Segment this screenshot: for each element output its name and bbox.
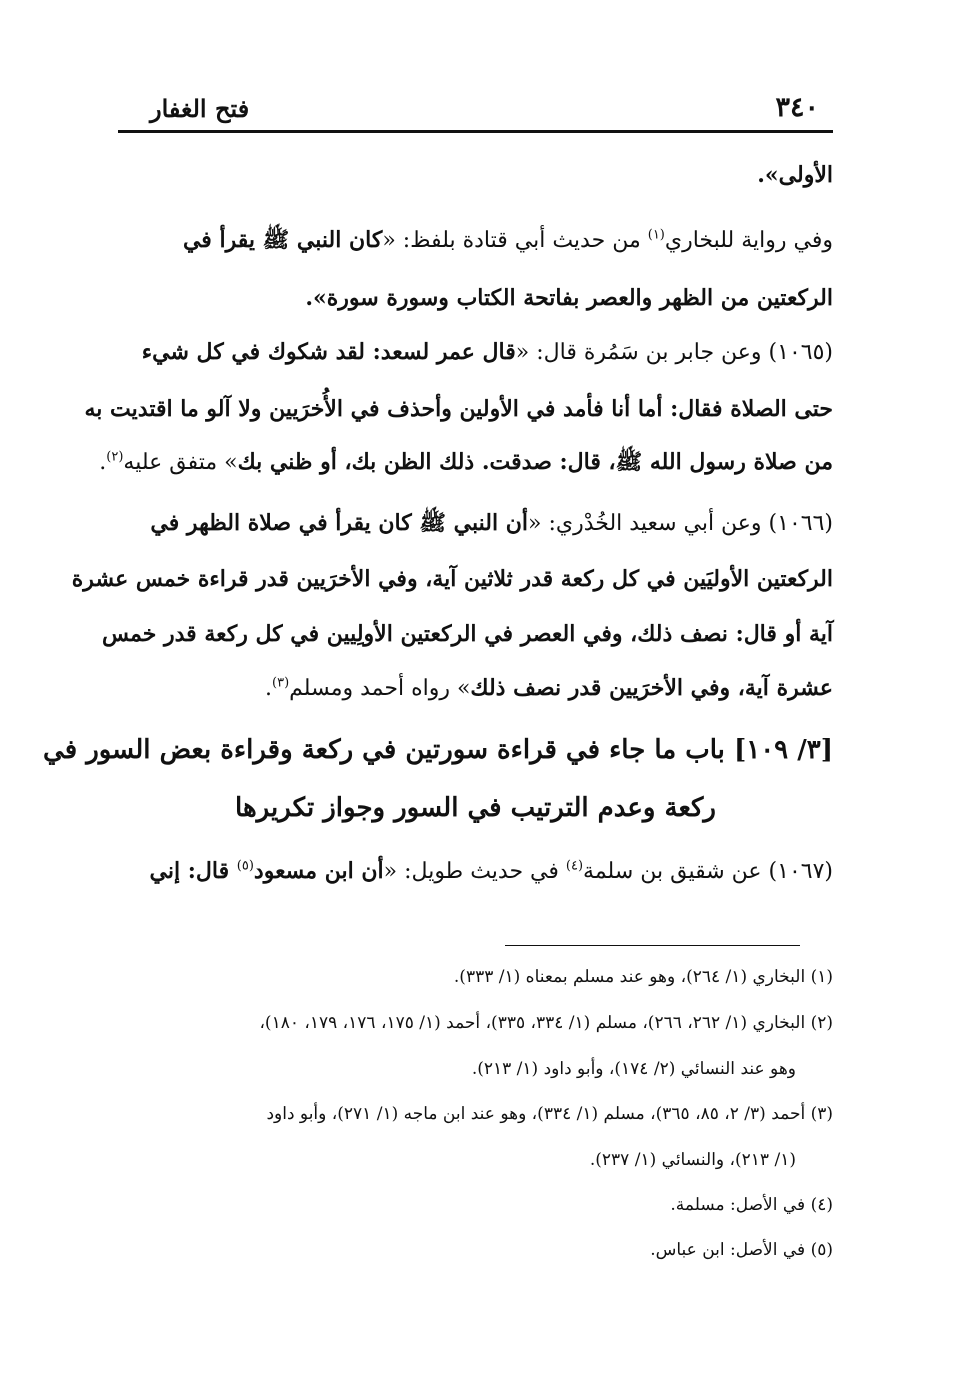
footnote-ref: (٣) — [272, 675, 290, 691]
hadith-1065: (١٠٦٥) وعن جابر بن سَمُرة قال: «قال عمر لسعد: لقد شكوك في كل شيء — [141, 339, 833, 365]
footnote-ref: (٤) — [565, 858, 584, 874]
hadith-text: قال عمر لسعد: لقد شكوك في كل شيء — [141, 339, 516, 365]
hadith-1066: (١٠٦٦) وعن أبي سعيد الخُدْري: «أن النبي ﷺ كان يقرأ في صلاة الظهر في — [150, 510, 833, 536]
footnote-2-cont: وهو عند النسائي (٢/ ١٧٤)، وأبو داود (١/ ٢١٣). — [471, 1059, 796, 1079]
text-line: وفي رواية للبخاري$^{(١)}$ من حديث أبي قتادة بلفظ: «كان النبي ﷺ يقرأ في — [182, 227, 833, 253]
footnote-3-cont: (١/ ٢١٣)، والنسائي (١/ ٢٣٧). — [589, 1150, 796, 1170]
hadith-text: أن ابن مسعود — [253, 858, 384, 884]
hadith-text: أن النبي ﷺ كان يقرأ في صلاة الظهر في — [150, 510, 528, 536]
footnote-2: (٢) البخاري (١/ ٢٦٢، ٢٦٦)، مسلم (١/ ٣٣٤، ٣٣٥)، أحمد (١/ ١٧٥، ١٧٦، ١٧٩، ١٨٠)، — [259, 1013, 833, 1033]
footnote-rule — [505, 945, 800, 946]
hadith-text: عشرة آية، وفي الأخرَيين قدر نصف ذلك — [470, 675, 833, 701]
footnote-ref: (١) — [647, 227, 665, 243]
text-line: حتى الصلاة فقال: أما أنا فأمد في الأولين وأحذف في الأُخرَيين ولا آلو ما اقتديت به — [84, 396, 833, 422]
book-title: فتح الغفار — [150, 94, 250, 123]
text-line: الأولى». — [757, 162, 833, 188]
footnote-ref: (٢) — [106, 449, 124, 465]
text-line: الركعتين من الظهر والعصر بفاتحة الكتاب وسورة سورة». — [305, 285, 833, 311]
hadith-text: كان النبي ﷺ يقرأ في — [182, 227, 383, 253]
footnote-5: (٥) في الأصل: ابن عباس. — [650, 1240, 833, 1260]
footnote-ref: (٥) — [236, 858, 254, 874]
text-line: من صلاة رسول الله ﷺ، قال: صدقت. ذلك الظن بك، أو ظني بك» متفق عليه$^{(٢)}$. — [99, 449, 833, 475]
text-line: آية أو قال: نصف ذلك، وفي العصر في الركعتين الأولِيين في كل ركعة قدر خمس — [101, 621, 833, 647]
chapter-heading: [٣/ ١٠٩] باب ما جاء في قراءة سورتين في ركعة وقراءة بعض السور في — [43, 735, 833, 765]
text-line: الركعتين الأوليَين في كل ركعة قدر ثلاثين آية، وفي الأخرَيين قدر قراءة خمس عشرة — [71, 566, 833, 592]
page-header — [118, 92, 833, 132]
footnote-1: (١) البخاري (١/ ٢٦٤)، وهو عند مسلم بمعناه (١/ ٣٣٣). — [453, 967, 833, 987]
hadith-1067: (١٠٦٧) عن شقيق بن سلمة$^{(٤)}$ في حديث طويل: «أن ابن مسعود$^{(٥)}$ قال: إني — [149, 858, 833, 884]
chapter-heading: ركعة وعدم الترتيب في السور وجواز تكريرها — [235, 793, 716, 823]
footnote-4: (٤) في الأصل: مسلمة. — [670, 1195, 833, 1215]
page-number: ٣٤٠ — [775, 92, 819, 123]
hadith-text: من صلاة رسول الله ﷺ، قال: صدقت. ذلك الظن بك، أو ظني بك — [237, 449, 833, 475]
header-rule — [118, 130, 833, 133]
text-line: عشرة آية، وفي الأخرَيين قدر نصف ذلك» رواه أحمد ومسلم$^{(٣)}$. — [265, 675, 833, 701]
footnote-3: (٣) أحمد (٣/ ٢، ٨٥، ٣٦٥)، مسلم (١/ ٣٣٤)، وهو عند ابن ماجه (١/ ٢٧١)، وأبو داود — [266, 1104, 833, 1124]
